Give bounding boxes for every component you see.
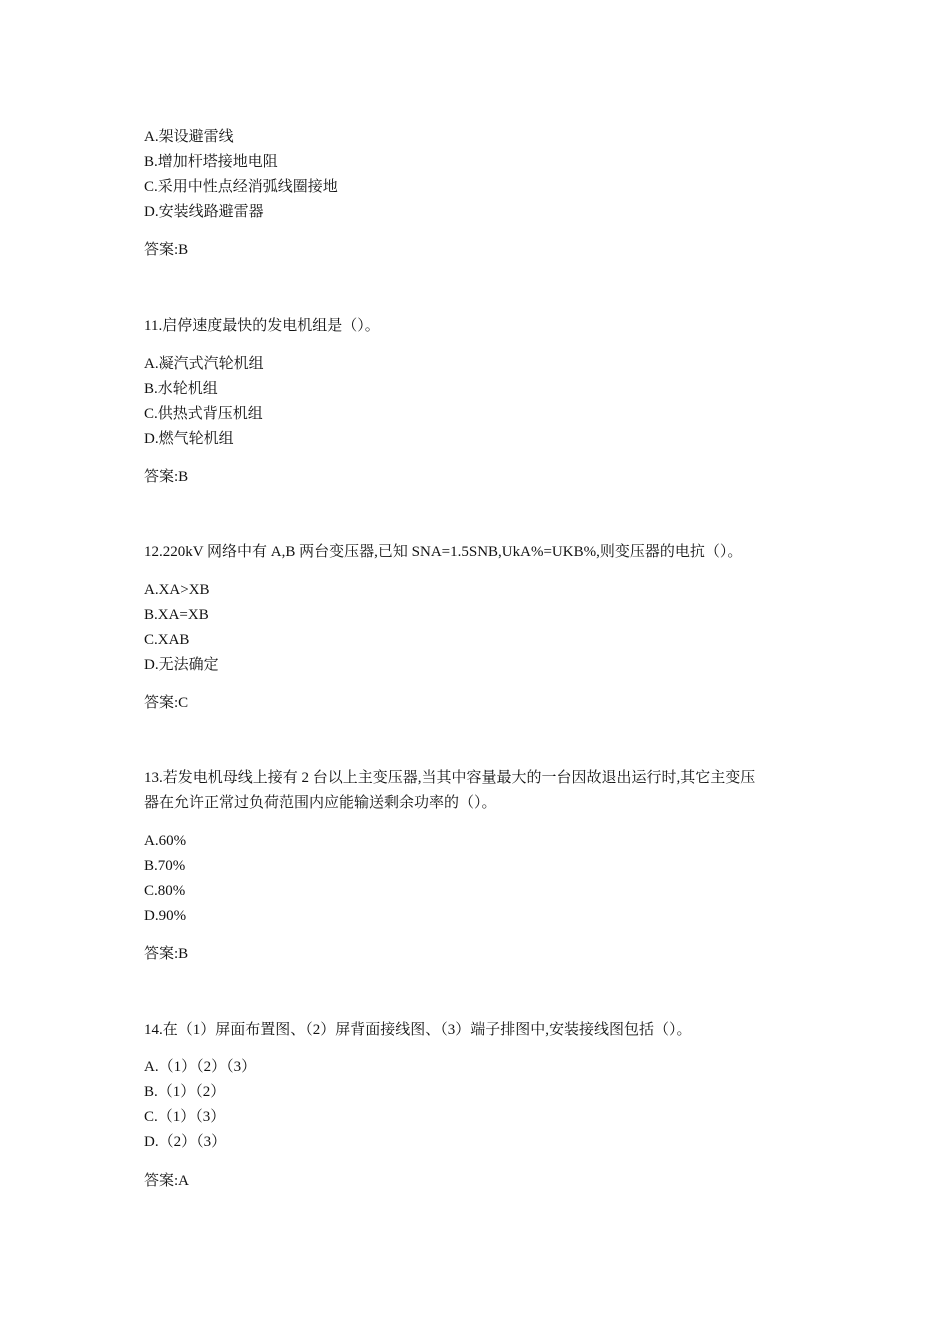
q10-option-d: D.安装线路避雷器 <box>144 204 264 220</box>
q12-option-c: C.XAB <box>144 632 190 648</box>
q13-option-a: A.60% <box>144 833 187 849</box>
q12-option-b: B.XA=XB <box>144 607 209 623</box>
q14-option-a: A.（1）（2）（3） <box>144 1059 257 1075</box>
q10-answer: 答案:B <box>144 242 189 258</box>
q11-option-a: A.凝汽式汽轮机组 <box>144 356 264 372</box>
q13-option-c: C.80% <box>144 883 186 899</box>
q10-option-a: A.架设避雷线 <box>144 129 234 145</box>
q12-answer: 答案:C <box>144 695 189 711</box>
q11-answer: 答案:B <box>144 469 189 485</box>
q13-stem-line1: 13.若发电机母线上接有 2 台以上主变压器,当其中容量最大的一台因故退出运行时,其它主变压 <box>144 770 756 786</box>
q14-option-b: B.（1）（2） <box>144 1084 226 1100</box>
q10-option-c: C.采用中性点经消弧线圈接地 <box>144 179 338 195</box>
q11-option-b: B.水轮机组 <box>144 381 218 397</box>
q12-stem: 12.220kV 网络中有 A,B 两台变压器,已知 SNA=1.5SNB,UkA%=UKB%,则变压器的电抗（）。 <box>144 544 743 560</box>
q13-option-b: B.70% <box>144 858 186 874</box>
q10-option-b: B.增加杆塔接地电阻 <box>144 154 278 170</box>
q13-stem-line2: 器在允许正常过负荷范围内应能输送剩余功率的（）。 <box>144 795 497 811</box>
q14-option-c: C.（1）（3） <box>144 1109 226 1125</box>
q14-answer: 答案:A <box>144 1173 190 1189</box>
q13-answer: 答案:B <box>144 946 189 962</box>
q14-option-d: D.（2）（3） <box>144 1134 227 1150</box>
q11-option-d: D.燃气轮机组 <box>144 431 234 447</box>
q13-option-d: D.90% <box>144 908 187 924</box>
q11-option-c: C.供热式背压机组 <box>144 406 263 422</box>
q11-stem: 11.启停速度最快的发电机组是（）。 <box>144 318 380 334</box>
q12-option-a: A.XA>XB <box>144 582 210 598</box>
q12-option-d: D.无法确定 <box>144 657 219 673</box>
q14-stem: 14.在（1）屏面布置图、（2）屏背面接线图、（3）端子排图中,安装接线图包括（）。 <box>144 1022 692 1038</box>
